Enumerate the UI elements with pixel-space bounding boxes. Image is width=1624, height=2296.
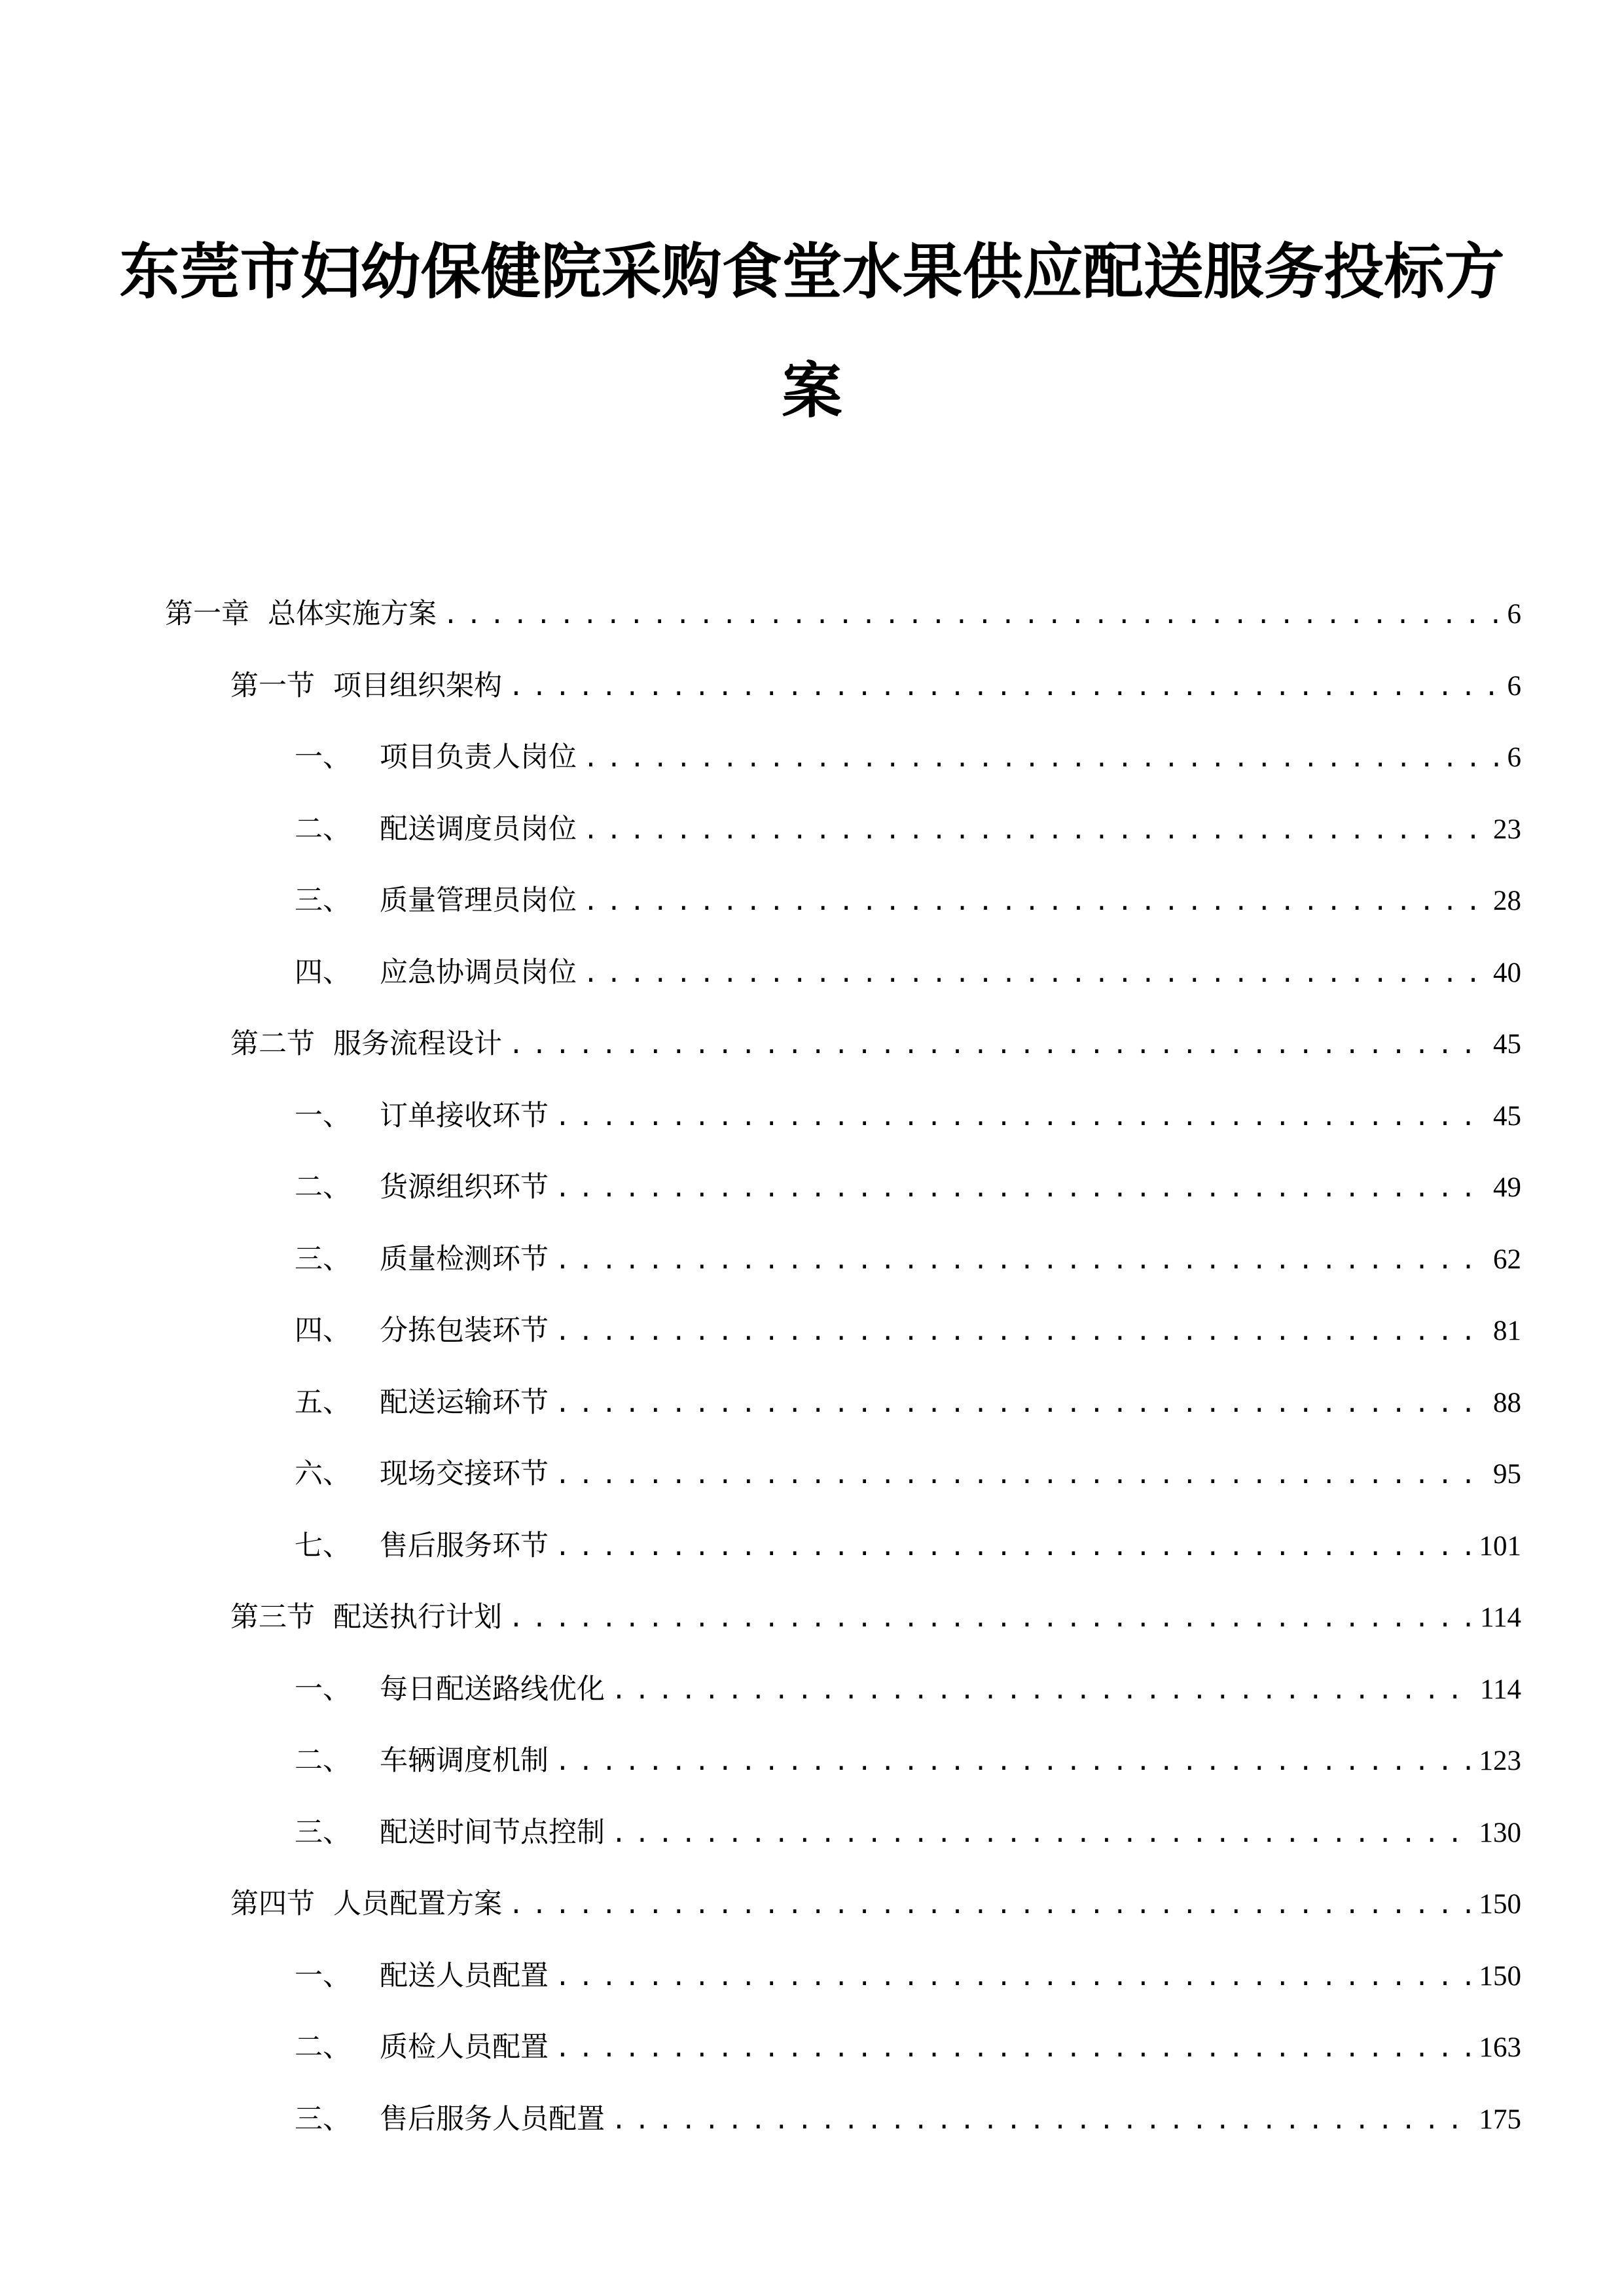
toc-page-number: 40 (1493, 957, 1521, 988)
toc-dot-leader (509, 1598, 1471, 1638)
toc-entry-label: 现场交接环节 (380, 1458, 549, 1490)
toc-entry-label: 项目组织架构 (333, 669, 502, 702)
toc-entry-number: 第三节 (230, 1601, 315, 1634)
toc-page-number: 130 (1479, 1817, 1521, 1848)
toc-entry-label: 总体实施方案 (268, 598, 437, 630)
toc-entry-number: 第一节 (230, 669, 315, 702)
toc-dot-leader (555, 1527, 1470, 1566)
toc-entry[interactable] (0, 953, 1624, 1025)
toc-entry[interactable] (0, 1813, 1624, 1885)
toc-dot-leader (583, 738, 1498, 778)
toc-page-number: 95 (1493, 1459, 1521, 1490)
toc-entry-number: 一、 (295, 1959, 351, 1992)
toc-page-number: 88 (1493, 1387, 1521, 1418)
toc-entry[interactable] (0, 881, 1624, 953)
toc-dot-leader (555, 1097, 1484, 1136)
toc-entry-number: 四、 (295, 956, 351, 989)
toc-entry-line (295, 1240, 1521, 1280)
toc-entry-line (295, 1383, 1521, 1423)
toc-page-number: 45 (1493, 1100, 1521, 1132)
toc-entry-line (295, 953, 1521, 993)
toc-page-number: 175 (1479, 2104, 1521, 2135)
toc-entry-label: 质量检测环节 (380, 1242, 549, 1276)
toc-page-number: 150 (1479, 1960, 1521, 1992)
toc-entry-label: 订单接收环节 (380, 1099, 549, 1132)
toc-entry-label: 服务流程设计 (333, 1028, 502, 1060)
toc-entry[interactable] (0, 1311, 1624, 1383)
toc-entry-number: 六、 (295, 1458, 351, 1490)
toc-dot-leader (555, 1312, 1484, 1351)
toc-entry-label: 应急协调员岗位 (380, 956, 577, 989)
toc-page-number: 6 (1507, 599, 1521, 630)
toc-entry-label: 货源组织环节 (380, 1171, 549, 1204)
toc-page-number: 163 (1479, 2032, 1521, 2063)
toc-dot-leader (583, 810, 1484, 850)
toc-entry-label: 配送时间节点控制 (380, 1816, 605, 1849)
document-title-line-1: 东莞市妇幼保健院采购食堂水果供应配送服务投标方 (119, 237, 1505, 307)
toc-entry-line (295, 1311, 1521, 1351)
toc-page-number: 114 (1480, 1602, 1521, 1633)
toc-entry[interactable] (0, 666, 1624, 738)
toc-entry-line (230, 1024, 1521, 1064)
toc-entry-number: 三、 (295, 884, 351, 917)
toc-entry[interactable] (0, 594, 1624, 666)
toc-entry-label: 项目负责人岗位 (380, 741, 577, 774)
toc-entry-number: 一、 (295, 1099, 351, 1132)
toc-entry[interactable] (0, 1956, 1624, 2028)
toc-page-number: 23 (1493, 814, 1521, 845)
toc-entry-line (295, 1670, 1521, 1710)
toc-dot-leader (509, 1025, 1484, 1064)
toc-entry[interactable] (0, 1884, 1624, 1956)
toc-page-number: 81 (1493, 1316, 1521, 1346)
toc-dot-leader (555, 1957, 1470, 1996)
toc-entry[interactable] (0, 1096, 1624, 1168)
toc-entry[interactable] (0, 1240, 1624, 1312)
toc-entry-number: 二、 (295, 812, 351, 846)
toc-page-number: 123 (1479, 1746, 1521, 1776)
toc-page-number: 114 (1480, 1674, 1521, 1705)
toc-dot-leader (555, 1455, 1484, 1494)
toc-page-number: 150 (1479, 1889, 1521, 1920)
toc-entry[interactable] (0, 738, 1624, 810)
toc-entry-line (295, 738, 1521, 778)
toc-entry-number: 二、 (295, 1744, 351, 1777)
toc-entry-label: 售后服务环节 (380, 1529, 549, 1562)
toc-entry[interactable] (0, 2100, 1624, 2172)
toc-entry[interactable] (0, 1383, 1624, 1455)
toc-entry-label: 车辆调度机制 (380, 1744, 549, 1777)
toc-entry-label: 配送执行计划 (333, 1601, 502, 1634)
toc-entry-label: 分拣包装环节 (380, 1314, 549, 1347)
toc-entry-number: 三、 (295, 1816, 351, 1849)
toc-entry-line (295, 1096, 1521, 1136)
toc-entry-number: 七、 (295, 1529, 351, 1562)
toc-dot-leader (555, 2028, 1470, 2068)
toc-dot-leader (509, 667, 1498, 706)
toc-page-number: 101 (1479, 1530, 1521, 1562)
toc-entry-line (295, 1526, 1521, 1566)
toc-entry-line (295, 810, 1521, 850)
toc-page-number: 6 (1507, 742, 1521, 773)
toc-entry-line (295, 2028, 1521, 2068)
toc-entry-line (295, 1813, 1521, 1853)
toc-page-number: 49 (1493, 1172, 1521, 1203)
toc-page-number: 45 (1493, 1029, 1521, 1060)
toc-dot-leader (555, 1240, 1484, 1280)
toc-entry-number: 三、 (295, 2102, 351, 2136)
toc-entry[interactable] (0, 1526, 1624, 1598)
toc-dot-leader (611, 1670, 1471, 1710)
toc-entry-line (295, 1741, 1521, 1781)
toc-entry-label: 配送运输环节 (380, 1386, 549, 1419)
toc-entry-number: 第二节 (230, 1028, 315, 1060)
toc-entry-line (295, 1454, 1521, 1494)
toc-dot-leader (611, 2100, 1470, 2140)
toc-entry[interactable] (0, 1024, 1624, 1096)
toc-entry[interactable] (0, 2028, 1624, 2100)
toc-page-number: 62 (1493, 1244, 1521, 1275)
document-title-line-2: 案 (782, 356, 842, 426)
toc-entry-number: 二、 (295, 2031, 351, 2064)
toc-entry-line (230, 1598, 1521, 1638)
toc-entry[interactable] (0, 1168, 1624, 1240)
toc-dot-leader (583, 954, 1484, 993)
toc-entry[interactable] (0, 810, 1624, 882)
toc-dot-leader (583, 882, 1484, 921)
toc-entry-label: 质量管理员岗位 (380, 884, 577, 917)
toc-entry-line (295, 1956, 1521, 1996)
toc-entry-label: 质检人员配置 (380, 2031, 549, 2064)
toc-dot-leader (555, 1384, 1484, 1423)
toc-entry-line (230, 1884, 1521, 1924)
toc-entry-label: 人员配置方案 (333, 1888, 502, 1920)
toc-entry-number: 一、 (295, 1672, 351, 1706)
toc-dot-leader (555, 1742, 1470, 1781)
toc-entry[interactable] (0, 1741, 1624, 1813)
toc-entry-number: 一、 (295, 741, 351, 774)
toc-entry-label: 配送调度员岗位 (380, 812, 577, 846)
toc-entry-label: 每日配送路线优化 (380, 1672, 605, 1706)
toc-entry-line (295, 1168, 1521, 1208)
toc-entry[interactable] (0, 1454, 1624, 1526)
toc-entry-number: 四、 (295, 1314, 351, 1347)
toc-entry-line (295, 2100, 1521, 2140)
toc-dot-leader (611, 1814, 1470, 1853)
toc-dot-leader (509, 1885, 1470, 1924)
toc-entry-label: 售后服务人员配置 (380, 2102, 605, 2136)
toc-entry-line (295, 881, 1521, 921)
toc-page-number: 6 (1507, 670, 1521, 702)
toc-page-number: 28 (1493, 886, 1521, 916)
toc-dot-leader (555, 1168, 1484, 1208)
toc-entry-line (230, 666, 1521, 706)
toc-entry-line (165, 594, 1521, 634)
toc-entry-number: 二、 (295, 1171, 351, 1204)
toc-entry[interactable] (0, 1598, 1624, 1670)
toc-entry-number: 第四节 (230, 1888, 315, 1920)
toc-entry-number: 五、 (295, 1386, 351, 1419)
toc-entry-number: 第一章 (165, 598, 249, 630)
toc-dot-leader (443, 595, 1498, 634)
toc-entry[interactable] (0, 1670, 1624, 1742)
table-of-contents (0, 594, 1624, 2171)
toc-entry-number: 三、 (295, 1242, 351, 1276)
toc-entry-label: 配送人员配置 (380, 1959, 549, 1992)
